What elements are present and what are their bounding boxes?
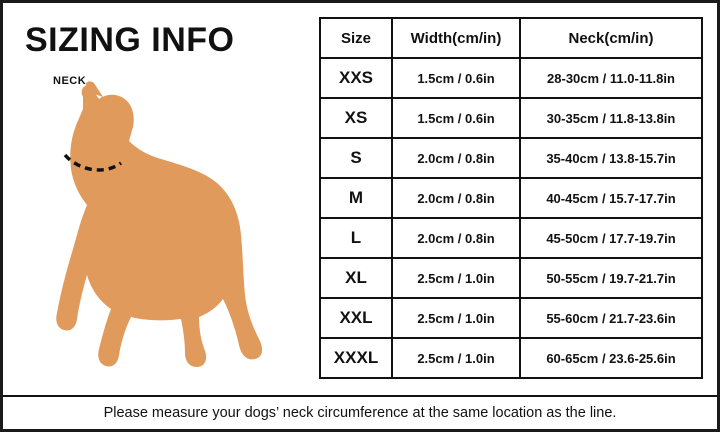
cell-width: 1.5cm / 0.6in — [392, 58, 520, 98]
cell-size: XXL — [320, 298, 392, 338]
table-row — [320, 218, 702, 258]
page-title: SIZING INFO — [25, 21, 235, 59]
left-panel — [3, 3, 315, 399]
table-row — [320, 98, 702, 138]
cell-size: XS — [320, 98, 392, 138]
column-header-neck: Neck(cm/in) — [520, 18, 702, 58]
cell-neck: 50-55cm / 19.7-21.7in — [520, 258, 702, 298]
cell-width: 2.0cm / 0.8in — [392, 138, 520, 178]
size-table — [319, 17, 703, 379]
cell-neck: 45-50cm / 17.7-19.7in — [520, 218, 702, 258]
cell-width: 2.5cm / 1.0in — [392, 258, 520, 298]
table-body — [320, 58, 702, 378]
cell-neck: 60-65cm / 23.6-25.6in — [520, 338, 702, 378]
cell-neck: 55-60cm / 21.7-23.6in — [520, 298, 702, 338]
table-row — [320, 258, 702, 298]
cell-neck: 30-35cm / 11.8-13.8in — [520, 98, 702, 138]
column-header-size: Size — [320, 18, 392, 58]
dog-silhouette — [56, 81, 262, 367]
cell-size: XXS — [320, 58, 392, 98]
size-table-container — [319, 17, 709, 379]
cell-size: M — [320, 178, 392, 218]
cell-width: 2.5cm / 1.0in — [392, 298, 520, 338]
cell-width: 2.5cm / 1.0in — [392, 338, 520, 378]
cell-size: L — [320, 218, 392, 258]
cell-size: XXXL — [320, 338, 392, 378]
cell-width: 1.5cm / 0.6in — [392, 98, 520, 138]
table-header-row — [320, 18, 702, 58]
cell-size: S — [320, 138, 392, 178]
table-row — [320, 338, 702, 378]
table-row — [320, 298, 702, 338]
table-row — [320, 178, 702, 218]
cell-size: XL — [320, 258, 392, 298]
cell-neck: 40-45cm / 15.7-17.7in — [520, 178, 702, 218]
cell-width: 2.0cm / 0.8in — [392, 178, 520, 218]
footer-note: Please measure your dogs’ neck circumference at the same location as the line. — [3, 395, 717, 429]
neck-label: NECK — [53, 75, 87, 87]
cell-width: 2.0cm / 0.8in — [392, 218, 520, 258]
cell-neck: 35-40cm / 13.8-15.7in — [520, 138, 702, 178]
column-header-width: Width(cm/in) — [392, 18, 520, 58]
table-row — [320, 138, 702, 178]
dog-illustration — [21, 75, 301, 380]
cell-neck: 28-30cm / 11.0-11.8in — [520, 58, 702, 98]
table-row — [320, 58, 702, 98]
